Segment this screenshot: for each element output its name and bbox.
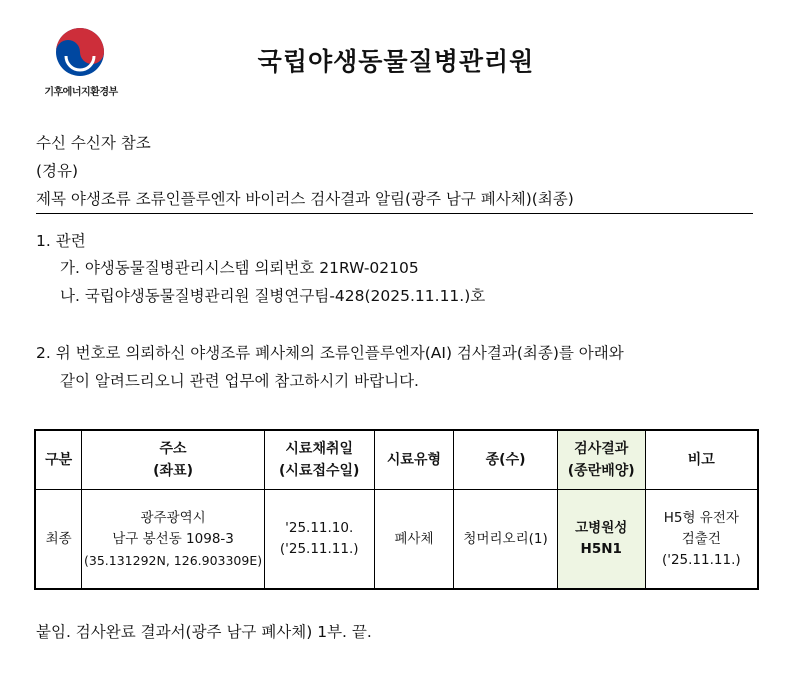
- header-address-sub: (좌표): [153, 463, 193, 479]
- cell-note: [645, 490, 758, 590]
- cell-date-collected: '25.11.10.: [285, 520, 354, 536]
- header-result-sub: (종란배양): [567, 463, 635, 479]
- table-row: [35, 490, 758, 590]
- ministry-name: 기후에너지환경부: [44, 87, 118, 98]
- header-date-sub: (시료접수일): [279, 463, 360, 479]
- cell-date-received: ('25.11.11.): [279, 541, 359, 557]
- cell-note-detected: 검출건: [681, 530, 721, 547]
- item-1a: 가. 야생동물질병관리시스템 의뢰번호 21RW-02105: [60, 259, 419, 277]
- cell-date: [264, 490, 374, 590]
- cell-address-city: 광주광역시: [140, 509, 206, 526]
- header-species: 종(수): [454, 430, 558, 490]
- header-address-label: 주소: [159, 441, 187, 457]
- subject-text: 제목 야생조류 조류인플루엔자 바이러스 검사결과 알림(광주 남구 폐사체)(최종): [36, 190, 574, 208]
- cell-address: [82, 490, 264, 590]
- header-address: [82, 430, 264, 490]
- header-result: [557, 430, 645, 490]
- header-result-label: 검사결과: [574, 441, 629, 457]
- header-category: 구분: [35, 430, 82, 490]
- cell-category: 최종: [35, 490, 82, 590]
- cell-result: [557, 490, 645, 590]
- cell-result-label: 고병원성: [575, 520, 628, 536]
- recipient-line: 수신 수신자 참조: [36, 134, 151, 152]
- cell-species: 청머리오리(1): [454, 490, 558, 590]
- header-sample-type: 시료유형: [374, 430, 454, 490]
- cell-result-strain: H5N1: [580, 541, 622, 557]
- attachment-line: 붙임. 검사완료 결과서(광주 남구 폐사체) 1부. 끝.: [36, 623, 372, 641]
- cell-note-gene: H5형 유전자: [663, 509, 739, 526]
- result-table: [34, 429, 759, 590]
- cell-sample-type: 폐사체: [374, 490, 454, 590]
- item-1: 1. 관련: [36, 232, 86, 250]
- item-2-line1: 2. 위 번호로 의뢰하신 야생조류 폐사체의 조류인플루엔자(AI) 검사결과(최종)를 아래와: [36, 344, 624, 362]
- item-2-line2: 같이 알려드리오니 관련 업무에 참고하시기 바랍니다.: [60, 372, 419, 390]
- cell-address-coords: (35.131292N, 126.903309E): [84, 552, 263, 568]
- header-note: 비고: [645, 430, 758, 490]
- page-title: 국립야생동물질병관리원: [257, 47, 535, 76]
- item-1b: 나. 국립야생동물질병관리원 질병연구팀-428(2025.11.11.)호: [60, 287, 486, 305]
- header-date-label: 시료채취일: [285, 441, 354, 457]
- subject-line: [36, 186, 753, 214]
- table-header-row: [35, 430, 758, 490]
- via-line: (경유): [36, 162, 79, 180]
- cell-note-date: ('25.11.11.): [661, 551, 741, 568]
- cell-address-street: 남구 봉선동 1098-3: [112, 530, 234, 547]
- header-date: [264, 430, 374, 490]
